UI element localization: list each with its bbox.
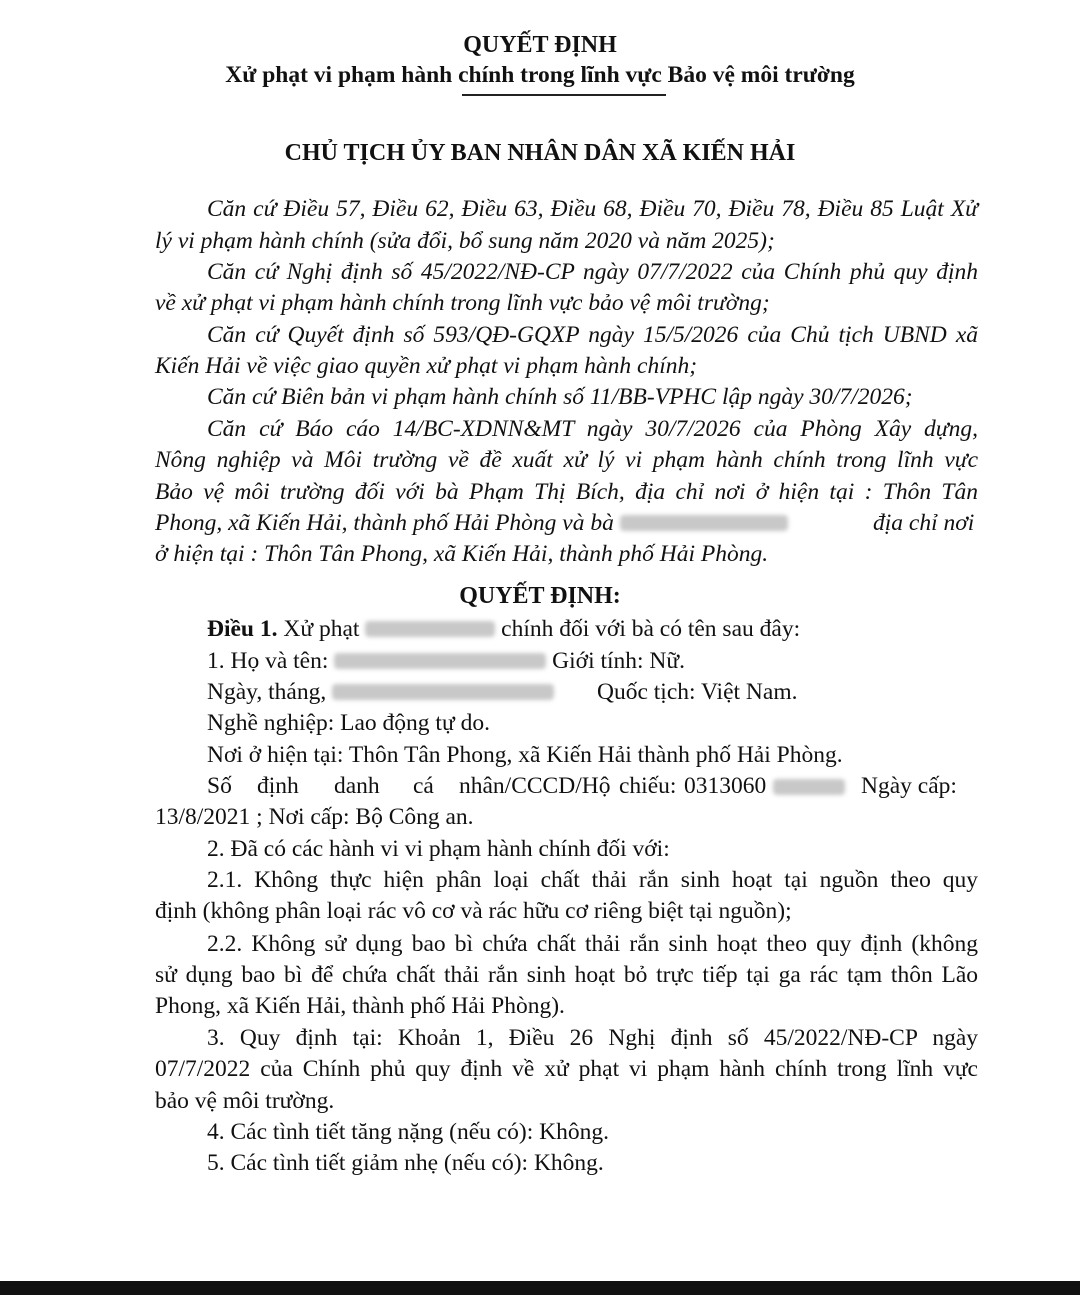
basis-line: Bảo vệ môi trường đối với bà Phạm Thị Bích, địa chỉ nơi ở hiện tại : Thôn Tân xyxy=(155,479,978,505)
id-issue: 13/8/2021 ; Nơi cấp: Bộ Công an. xyxy=(155,804,474,830)
basis-line: Căn cứ Biên bản vi phạm hành chính số 11/BB-VPHC lập ngày 30/7/2026; xyxy=(207,384,913,410)
violation-2-2-end: Phong, xã Kiến Hải, thành phố Hải Phòng). xyxy=(155,993,565,1019)
basis-text-tail: địa chỉ nơi xyxy=(873,510,975,536)
dob-label: Ngày, tháng, xyxy=(207,679,327,705)
basis-line: ở hiện tại : Thôn Tân Phong, xã Kiến Hải, thành phố Hải Phòng. xyxy=(155,541,769,567)
basis-line: về xử phạt vi phạm hành chính trong lĩnh vực bảo vệ môi trường; xyxy=(155,290,770,316)
id-word: nhân/CCCD/Hộ xyxy=(459,773,611,799)
issuing-authority: CHỦ TỊCH ỦY BAN NHÂN DÂN XÃ KIẾN HẢI xyxy=(284,140,796,166)
aggravating-circumstances: 4. Các tình tiết tăng nặng (nếu có): Không. xyxy=(207,1119,610,1145)
regulation-end: bảo vệ môi trường. xyxy=(155,1088,335,1114)
dob-row xyxy=(207,677,978,708)
redacted-text xyxy=(365,621,495,637)
basis-line: Căn cứ Điều 57, Điều 62, Điều 63, Điều 68, Điều 70, Điều 78, Điều 85 Luật Xử xyxy=(207,196,978,222)
redacted-dob xyxy=(332,684,554,700)
occupation: Nghề nghiệp: Lao động tự do. xyxy=(207,710,490,736)
bottom-border xyxy=(0,1281,1080,1295)
person-name-row xyxy=(207,646,978,677)
mitigating-circumstances: 5. Các tình tiết giảm nhẹ (nếu có): Không. xyxy=(207,1150,604,1176)
basis-line: lý vi phạm hành chính (sửa đổi, bổ sung năm 2020 và năm 2025); xyxy=(155,228,775,254)
decision-heading: QUYẾT ĐỊNH: xyxy=(459,583,621,609)
id-number: 0313060 xyxy=(684,773,767,799)
id-word: danh xyxy=(334,773,380,799)
article1-intro xyxy=(207,614,978,645)
id-word: định xyxy=(257,773,299,799)
basis-line: Kiến Hải về việc giao quyền xử phạt vi phạm hành chính; xyxy=(155,353,698,379)
title-underline xyxy=(462,94,666,96)
violations-intro: 2. Đã có các hành vi vi phạm hành chính đối với: xyxy=(207,836,670,862)
name-label: 1. Họ và tên: xyxy=(207,648,329,674)
redacted-name xyxy=(620,515,788,531)
regulation-cont: 07/7/2022 của Chính phủ quy định về xử phạt vi phạm hành chính trong lĩnh vực xyxy=(155,1056,978,1082)
redacted-id xyxy=(773,779,845,795)
violation-2-1-cont: định (không phân loại rác vô cơ và rác hữu cơ riêng biệt tại nguồn); xyxy=(155,898,792,924)
regulation: 3. Quy định tại: Khoản 1, Điều 26 Nghị định số 45/2022/NĐ-CP ngày xyxy=(207,1025,978,1051)
basis-line: Nông nghiệp và Môi trường về đề xuất xử lý vi phạm hành chính trong lĩnh vực xyxy=(155,447,978,473)
document-subtitle: Xử phạt vi phạm hành chính trong lĩnh vực Bảo vệ môi trường xyxy=(225,62,855,88)
document-title: QUYẾT ĐỊNH xyxy=(463,32,617,58)
basis-line-redacted xyxy=(155,508,978,539)
basis-line: Căn cứ Nghị định số 45/2022/NĐ-CP ngày 07/7/2022 của Chính phủ quy định xyxy=(207,259,978,285)
id-word: chiếu: xyxy=(619,773,677,799)
article1-intro-text: Xử phạt xyxy=(283,616,360,642)
article1-intro-text-tail: chính đối với bà có tên sau đây: xyxy=(501,616,801,642)
violation-2-2-cont: sử dụng bao bì để chứa chất thải rắn sinh hoạt bỏ trực tiếp tại ga rác tạm thôn Lão xyxy=(155,962,978,988)
id-word: cá xyxy=(413,773,434,799)
nationality: Quốc tịch: Việt Nam. xyxy=(597,679,798,705)
id-word: Số xyxy=(207,773,232,799)
basis-line: Căn cứ Quyết định số 593/QĐ-GQXP ngày 15/5/2026 của Chủ tịch UBND xã xyxy=(207,322,978,348)
gender: Giới tính: Nữ. xyxy=(552,648,686,674)
basis-text: Phong, xã Kiến Hải, thành phố Hải Phòng và bà xyxy=(155,510,614,536)
id-date-label: Ngày cấp: xyxy=(861,773,957,799)
article1-label: Điều 1. xyxy=(207,616,278,642)
residence: Nơi ở hiện tại: Thôn Tân Phong, xã Kiến Hải thành phố Hải Phòng. xyxy=(207,742,843,768)
violation-2-1: 2.1. Không thực hiện phân loại chất thải rắn sinh hoạt tại nguồn theo quy xyxy=(207,867,978,893)
redacted-name xyxy=(334,653,546,669)
violation-2-2: 2.2. Không sử dụng bao bì chứa chất thải rắn sinh hoạt theo quy định (không xyxy=(207,931,978,957)
basis-line: Căn cứ Báo cáo 14/BC-XDNN&MT ngày 30/7/2026 của Phòng Xây dựng, xyxy=(207,416,978,442)
